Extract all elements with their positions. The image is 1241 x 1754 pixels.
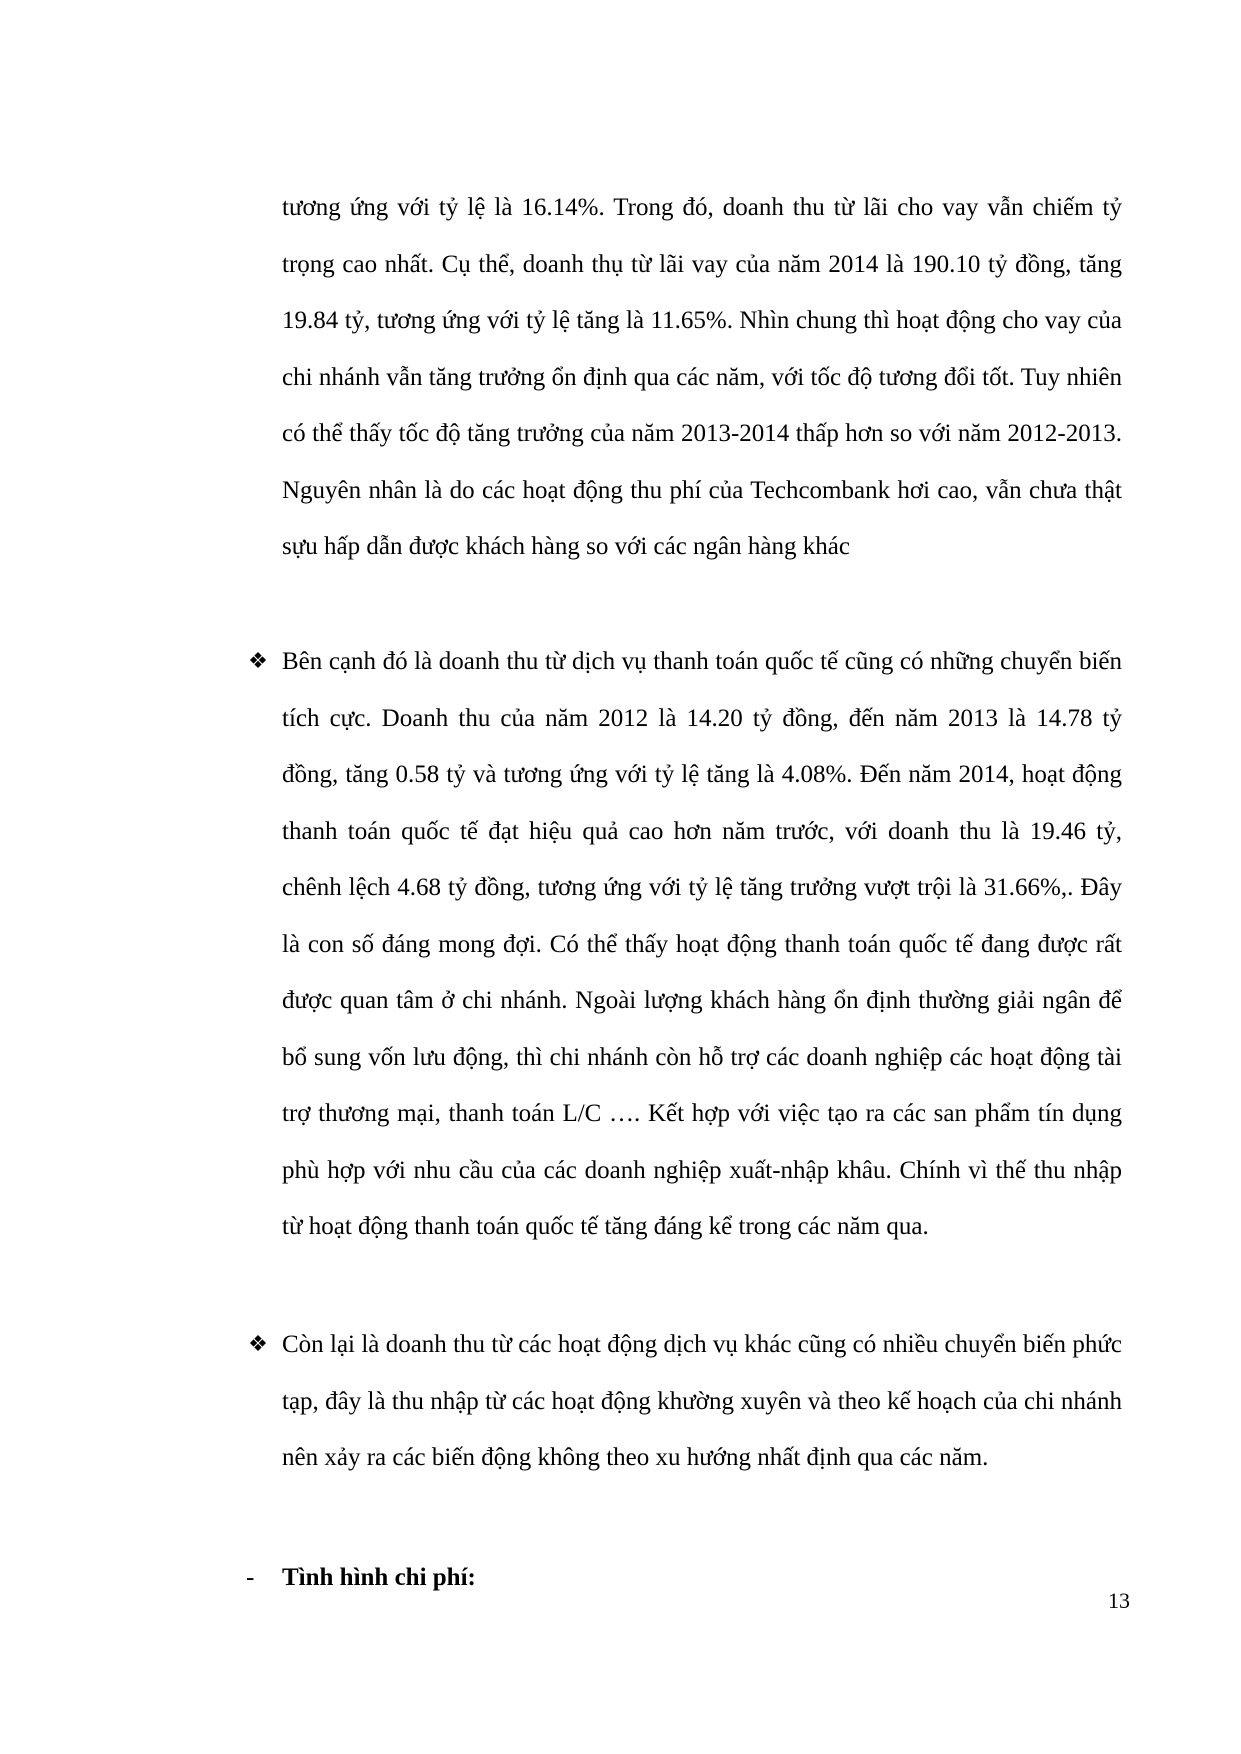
intro-paragraph: tương ứng với tỷ lệ là 16.14%. Trong đó, doanh thu từ lãi cho vay vẫn chiếm tỷ trọng cao nhất. Cụ thể, doanh thụ từ lãi vay của năm 2014 là 190.10 tỷ đồng, tăng 19.84 tỷ, tương ứng với tỷ lệ tăng là 11.65%. Nhìn chung thì hoạt động cho vay của chi nhánh vẫn tăng trưởng ổn định qua các năm, với tốc độ tương đổi tốt. Tuy nhiên có thể thấy tốc độ tăng trưởng của năm 2013-2014 thấp hơn so với năm 2012-2013. Nguyên nhân là do các hoạt động thu phí của Techcombank hơi cao, vẫn chưa thật sựu hấp dẫn được khách hàng so với các ngân hàng khác bbox=[282, 194, 1122, 560]
diamond-bullet-icon: ❖ bbox=[248, 1332, 268, 1357]
bullet-item-international-payment bbox=[246, 634, 1122, 1256]
page-number: 13 bbox=[1108, 1588, 1130, 1613]
bullet-text: Còn lại là doanh thu từ các hoạt động dịch vụ khác cũng có nhiều chuyển biến phức tạp, đây là thu nhập từ các hoạt động khường xuyên và theo kế hoạch của chi nhánh nên xảy ra các biến động không theo xu hướng nhất định qua các năm. bbox=[282, 1331, 1122, 1471]
heading-dash: - bbox=[246, 1564, 255, 1591]
diamond-bullet-icon: ❖ bbox=[248, 649, 268, 674]
bullet-text: Bên cạnh đó là doanh thu từ dịch vụ thanh toán quốc tế cũng có những chuyển biến tích cực. Doanh thu của năm 2012 là 14.20 tỷ đồng, đến năm 2013 là 14.78 tỷ đồng, tăng 0.58 tỷ và tương ứng với tỷ lệ tăng là 4.08%. Đến năm 2014, hoạt động thanh toán quốc tế đạt hiệu quả cao hơn năm trước, với doanh thu là 19.46 tỷ, chênh lệch 4.68 tỷ đồng, tương ứng với tỷ lệ tăng trưởng vượt trội là 31.66%,. Đây là con số đáng mong đợi. Có thể thấy hoạt động thanh toán quốc tế đang được rất được quan tâm ở chi nhánh. Ngoài lượng khách hàng ổn định thường giải ngân để bổ sung vốn lưu động, thì chi nhánh còn hỗ trợ các doanh nghiệp các hoạt động tài trợ thương mại, thanh toán L/C …. Kết hợp với việc tạo ra các san phẩm tín dụng phù hợp với nhu cầu của các doanh nghiệp xuất-nhập khâu. Chính vì thế thu nhập từ hoạt động thanh toán quốc tế tăng đáng kể trong các năm qua. bbox=[282, 648, 1122, 1240]
section-heading bbox=[246, 1550, 476, 1607]
bullet-item-other-services bbox=[246, 1317, 1122, 1487]
heading-title: Tình hình chi phí: bbox=[282, 1564, 476, 1591]
